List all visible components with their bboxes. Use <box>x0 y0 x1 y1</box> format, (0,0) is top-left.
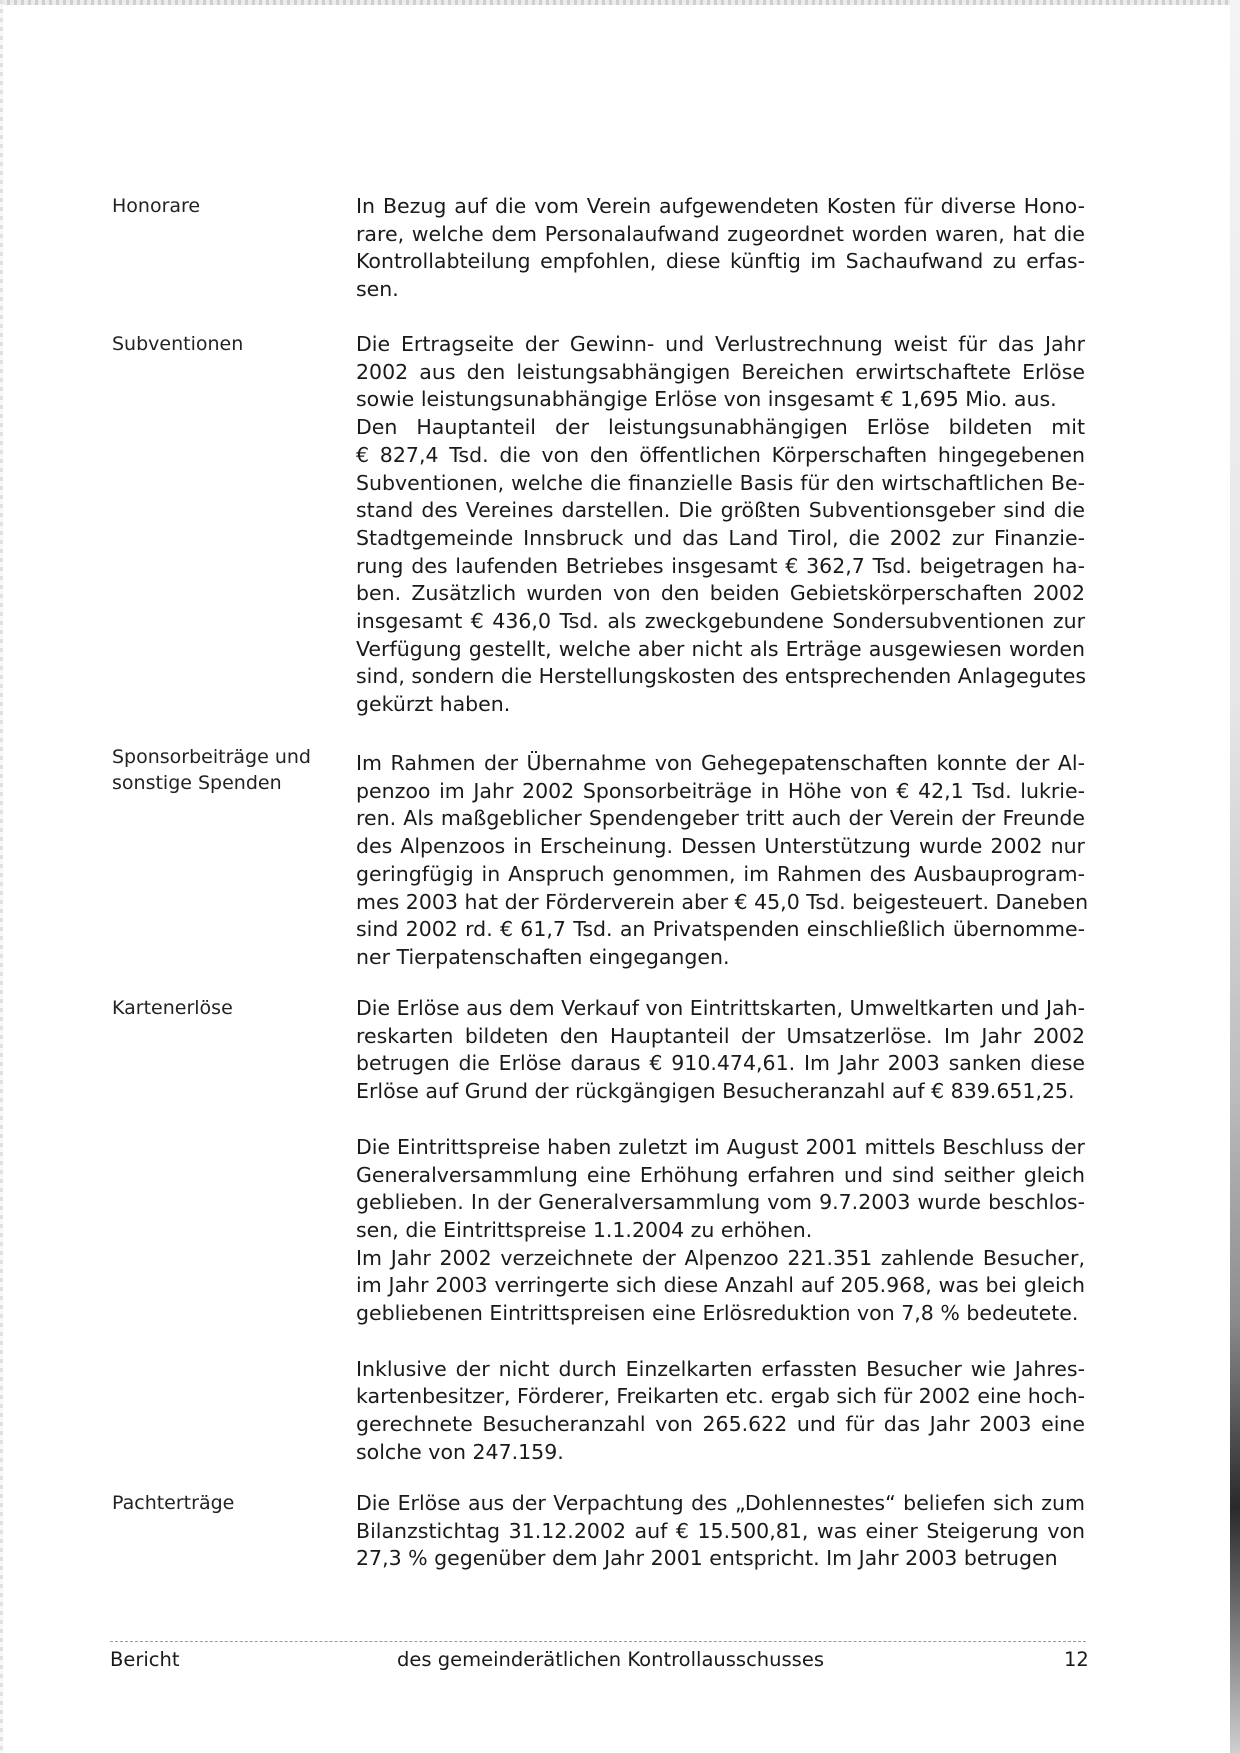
margin-heading-line: Kartenerlöse <box>112 997 233 1019</box>
text-line: Inklusive der nicht durch Einzelkarten erfassten Besucher wie Jahres- <box>356 1356 1085 1381</box>
text-line: Verfügung gestellt, welche aber nicht als Erträge ausgewiesen worden <box>356 636 1085 661</box>
text-line: Stadtgemeinde Innsbruck und das Land Tirol, die 2002 zur Finanzie- <box>356 525 1085 550</box>
paragraph <box>356 750 1089 972</box>
text-line: insgesamt € 436,0 Tsd. als zweckgebundene Sondersubventionen zur <box>356 609 1085 634</box>
text-line: sind, sondern die Herstellungskosten des entsprechenden Anlagegutes <box>356 664 1087 689</box>
scan-edge-right <box>1230 0 1240 1753</box>
text-line: Subventionen, welche die finanzielle Basis für den wirtschaftlichen Be- <box>356 470 1085 495</box>
text-line: geblieben. In der Generalversammlung vom 9.7.2003 wurde beschlos- <box>356 1190 1085 1215</box>
section-body <box>356 750 1089 972</box>
margin-heading-line: Subventionen <box>112 333 244 355</box>
paragraph <box>356 1490 1085 1573</box>
text-line: Die Erlöse aus dem Verkauf von Eintrittskarten, Umweltkarten und Jah- <box>356 996 1085 1020</box>
margin-heading <box>112 995 327 1021</box>
text-line: kartenbesitzer, Förderer, Freikarten etc. ergab sich für 2002 eine hoch- <box>356 1384 1085 1409</box>
margin-heading-line: sonstige Spenden <box>112 772 282 794</box>
margin-heading-line: Honorare <box>112 195 201 217</box>
text-line: penzoo im Jahr 2002 Sponsorbeiträge in Höhe von € 42,1 Tsd. lukrie- <box>356 778 1085 803</box>
text-line: Den Hauptanteil der leistungsunabhängigen Erlöse bildeten mit <box>356 415 1085 440</box>
text-line: Bilanzstichtag 31.12.2002 auf € 15.500,81, was einer Steigerung von <box>356 1518 1085 1543</box>
margin-heading <box>112 1490 327 1516</box>
text-line: Im Jahr 2002 verzeichnete der Alpenzoo 221.351 zahlende Besucher, <box>356 1245 1085 1270</box>
text-line: geringfügig in Anspruch genommen, im Rahmen des Ausbauprogram- <box>356 861 1085 886</box>
text-line: betrugen die Erlöse daraus € 910.474,61. Im Jahr 2003 sanken diese <box>356 1051 1085 1076</box>
text-line: gebliebenen Eintrittspreisen eine Erlösreduktion von 7,8 % bedeutete. <box>356 1301 1079 1326</box>
text-line: 27,3 % gegenüber dem Jahr 2001 entspricht. Im Jahr 2003 betrugen <box>356 1546 1058 1571</box>
text-line: gekürzt haben. <box>356 692 511 717</box>
scan-edge-top <box>0 0 1240 5</box>
section-body <box>356 995 1085 1467</box>
text-line: solche von 247.159. <box>356 1439 564 1464</box>
section-body <box>356 193 1085 304</box>
text-line: sen, die Eintrittspreise 1.1.2004 zu erhöhen. <box>356 1217 813 1242</box>
margin-heading <box>112 744 327 796</box>
footer-committee-label: des gemeinderätlichen Kontrollausschusses <box>397 1648 824 1671</box>
text-line: sowie leistungsunabhängige Erlöse von insgesamt € 1,695 Mio. aus. <box>356 387 1057 412</box>
paragraph <box>356 995 1085 1106</box>
paragraph <box>356 1134 1085 1245</box>
footer-report-label: Bericht <box>110 1648 180 1671</box>
margin-heading-line: Pachterträge <box>112 1492 235 1514</box>
text-line: reskarten bildeten den Hauptanteil der Umsatzerlöse. Im Jahr 2002 <box>356 1023 1085 1048</box>
text-line: rare, welche dem Personalaufwand zugeordnet worden waren, hat die <box>356 221 1085 246</box>
text-line: ren. Als maßgeblicher Spendengeber tritt auch der Verein der Freunde <box>356 806 1085 831</box>
footer-divider <box>110 1641 1086 1642</box>
text-line: mes 2003 hat der Förderverein aber € 45,0 Tsd. beigesteuert. Daneben <box>356 889 1089 914</box>
paragraph <box>356 331 1085 414</box>
text-line: des Alpenzoos in Erscheinung. Dessen Unterstützung wurde 2002 nur <box>356 834 1085 859</box>
text-line: sind 2002 rd. € 61,7 Tsd. an Privatspenden einschließlich übernomme- <box>356 917 1085 942</box>
text-line: Kontrollabteilung empfohlen, diese künftig im Sachaufwand zu erfas- <box>356 249 1085 274</box>
text-line: Die Eintrittspreise haben zuletzt im August 2001 mittels Beschluss der <box>356 1134 1085 1159</box>
text-line: Die Erlöse aus der Verpachtung des „Dohlennestes“ beliefen sich zum <box>356 1491 1085 1515</box>
margin-heading-line: Sponsorbeiträge und <box>112 746 311 768</box>
text-line: sen. <box>356 277 399 302</box>
section-body <box>356 1490 1085 1573</box>
text-line: ner Tierpatenschaften eingegangen. <box>356 944 730 969</box>
text-line: ben. Zusätzlich wurden von den beiden Gebietskörperschaften 2002 <box>356 581 1085 606</box>
text-line: im Jahr 2003 verringerte sich diese Anzahl auf 205.968, was bei gleich <box>356 1273 1085 1298</box>
paragraph <box>356 193 1085 304</box>
scan-edge-left <box>0 0 3 1753</box>
section-body <box>356 331 1085 719</box>
page-number: 12 <box>1064 1648 1089 1671</box>
text-line: Erlöse auf Grund der rückgängigen Besucheranzahl auf € 839.651,25. <box>356 1079 1075 1104</box>
text-line: rung des laufenden Betriebes insgesamt € 362,7 Tsd. beigetragen ha- <box>356 553 1085 578</box>
text-line: Im Rahmen der Übernahme von Gehegepatenschaften konnte der Al- <box>356 751 1085 775</box>
text-line: € 827,4 Tsd. die von den öffentlichen Körperschaften hingegebenen <box>356 442 1085 467</box>
text-line: stand des Vereines darstellen. Die größten Subventionsgeber sind die <box>356 498 1085 523</box>
text-line: In Bezug auf die vom Verein aufgewendeten Kosten für diverse Hono- <box>356 194 1085 218</box>
margin-heading <box>112 193 327 219</box>
text-line: Generalversammlung eine Erhöhung erfahren und sind seither gleich <box>356 1162 1085 1187</box>
margin-heading <box>112 331 327 357</box>
text-line: gerechnete Besucheranzahl von 265.622 und für das Jahr 2003 eine <box>356 1412 1085 1437</box>
text-line: Die Ertragseite der Gewinn- und Verlustrechnung weist für das Jahr <box>356 332 1085 356</box>
paragraph <box>356 414 1085 719</box>
paragraph <box>356 1245 1085 1328</box>
text-line: 2002 aus den leistungsabhängigen Bereichen erwirtschaftete Erlöse <box>356 359 1085 384</box>
paragraph <box>356 1356 1085 1467</box>
